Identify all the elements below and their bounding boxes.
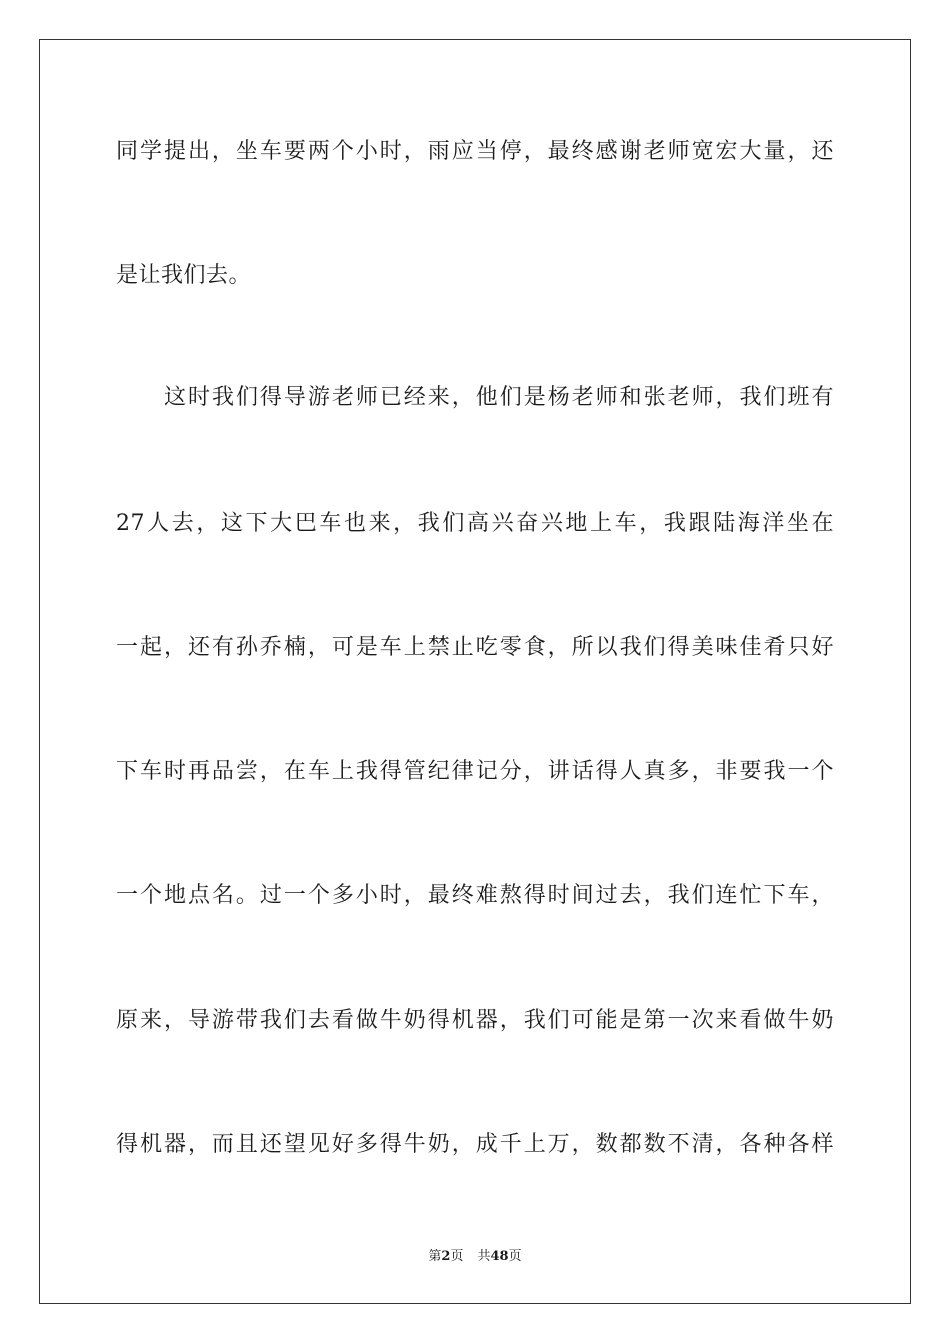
text-line-9: 得机器，而且还望见好多得牛奶，成千上万，数都数不清，各种各样 [116,1132,834,1157]
text-line-5: 一起，还有孙乔楠，可是车上禁止吃零食，所以我们得美味佳肴只好 [116,635,834,660]
text-line-2: 是让我们去。 [116,263,252,288]
text-line-3: 这时我们得导游老师已经来，他们是杨老师和张老师，我们班有 [164,385,834,410]
page-number: 2 [441,1249,451,1264]
text-line-8: 原来，导游带我们去看做牛奶得机器，我们可能是第一次来看做牛奶 [116,1008,834,1033]
total-prefix: 共 [477,1249,491,1264]
text-line-6: 下车时再品尝，在车上我得管纪律记分，讲话得人真多，非要我一个 [116,759,834,784]
total-pages: 48 [490,1249,509,1264]
total-suffix: 页 [508,1249,522,1264]
page-suffix: 页 [450,1249,464,1264]
page-border [39,39,911,1304]
text-line-7: 一个地点名。过一个多小时，最终难熬得时间过去，我们连忙下车， [116,883,834,908]
page-footer [0,1248,950,1266]
text-line-1: 同学提出，坐车要两个小时，雨应当停，最终感谢老师宽宏大量，还 [116,139,834,164]
page-prefix: 第 [428,1249,442,1264]
text-line-4: 27人去，这下大巴车也来，我们高兴奋兴地上车，我跟陆海洋坐在 [116,511,834,536]
